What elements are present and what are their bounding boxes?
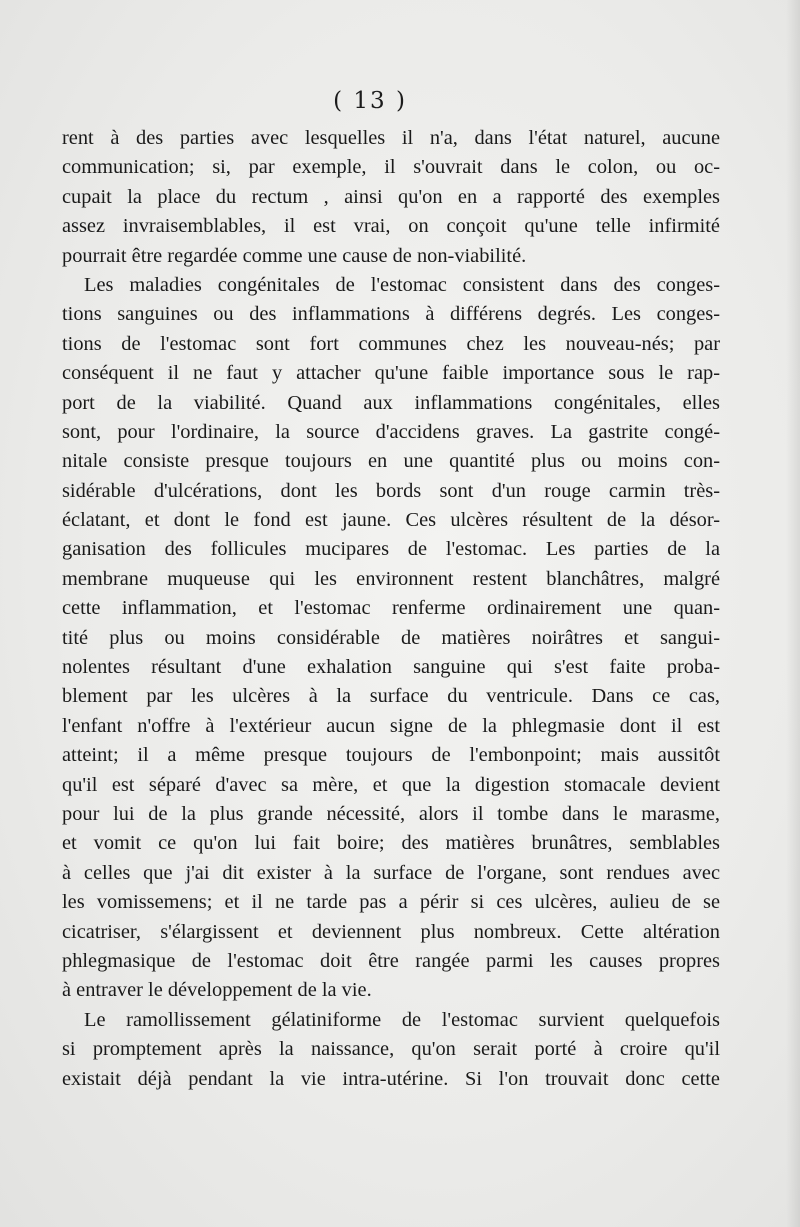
paragraph-3 bbox=[62, 1006, 720, 1094]
text-line: pour lui de la plus grande nécessité, alors il tombe dans le marasme, bbox=[62, 802, 720, 825]
text-line: si promptement après la naissance, qu'on serait porté à croire qu'il bbox=[62, 1038, 720, 1061]
text-line: tions sanguines ou des inflammations à différens degrés. Les conges- bbox=[62, 303, 720, 326]
text-line: à celles que j'ai dit exister à la surface de l'organe, sont rendues avec bbox=[62, 861, 720, 884]
text-line: rent à des parties avec lesquelles il n'a, dans l'état naturel, aucune bbox=[62, 127, 720, 149]
text-line: cicatriser, s'élargissent et deviennent plus nombreux. Cette altération bbox=[62, 920, 720, 943]
paragraph-1 bbox=[62, 124, 720, 271]
text-line: l'enfant n'offre à l'extérieur aucun signe de la phlegmasie dont il est bbox=[62, 714, 720, 737]
text-line: nitale consiste presque toujours en une quantité plus ou moins con- bbox=[62, 450, 720, 473]
page-edge-shadow bbox=[786, 0, 800, 1227]
text-line: les vomissemens; et il ne tarde pas a périr si ces ulcères, aulieu de se bbox=[62, 891, 720, 914]
paragraph-2 bbox=[62, 271, 720, 1006]
text-line: ganisation des follicules mucipares de l'estomac. Les parties de la bbox=[62, 538, 720, 561]
text-line: qu'il est séparé d'avec sa mère, et que la digestion stomacale devient bbox=[62, 773, 720, 796]
text-line: communication; si, par exemple, il s'ouvrait dans le colon, ou oc- bbox=[62, 156, 720, 179]
text-line: et vomit ce qu'on lui fait boire; des matières brunâtres, semblables bbox=[62, 832, 720, 855]
text-line: Le ramollissement gélatiniforme de l'estomac survient quelquefois bbox=[84, 1008, 720, 1031]
text-line: existait déjà pendant la vie intra-utérine. Si l'on trouvait donc cette bbox=[62, 1067, 720, 1090]
text-line: pourrait être regardée comme une cause de non-viabilité. bbox=[62, 244, 527, 267]
text-line: conséquent il ne faut y attacher qu'une faible importance sous le rap- bbox=[62, 362, 720, 385]
text-line: Les maladies congénitales de l'estomac consistent dans des conges- bbox=[84, 273, 720, 296]
text-line: nolentes résultant d'une exhalation sanguine qui s'est faite proba- bbox=[62, 656, 720, 679]
text-line: tité plus ou moins considérable de matières noirâtres et sangui- bbox=[62, 626, 720, 649]
text-line: port de la viabilité. Quand aux inflammations congénitales, elles bbox=[62, 391, 720, 414]
page-number: ( 13 ) bbox=[333, 88, 407, 114]
text-line: membrane muqueuse qui les environnent restent blanchâtres, malgré bbox=[62, 567, 720, 590]
body-text bbox=[62, 124, 720, 1094]
text-line: sont, pour l'ordinaire, la source d'accidens graves. La gastrite congé- bbox=[62, 420, 720, 443]
text-line: cupait la place du rectum , ainsi qu'on en a rapporté des exemples bbox=[62, 185, 720, 208]
text-line: atteint; il a même presque toujours de l'embonpoint; mais aussitôt bbox=[62, 744, 720, 767]
text-line: sidérable d'ulcérations, dont les bords sont d'un rouge carmin très- bbox=[62, 479, 720, 502]
text-line: tions de l'estomac sont fort communes chez les nouveau-nés; par bbox=[62, 332, 720, 355]
text-line: cette inflammation, et l'estomac renferme ordinairement une quan- bbox=[62, 597, 720, 620]
text-line: assez invraisemblables, il est vrai, on conçoit qu'une telle infirmité bbox=[62, 215, 720, 238]
text-line: éclatant, et dont le fond est jaune. Ces ulcères résultent de la désor- bbox=[62, 509, 720, 532]
text-line: blement par les ulcères à la surface du ventricule. Dans ce cas, bbox=[62, 685, 720, 708]
text-line: phlegmasique de l'estomac doit être rangée parmi les causes propres bbox=[62, 949, 720, 972]
text-line: à entraver le développement de la vie. bbox=[62, 979, 372, 1002]
